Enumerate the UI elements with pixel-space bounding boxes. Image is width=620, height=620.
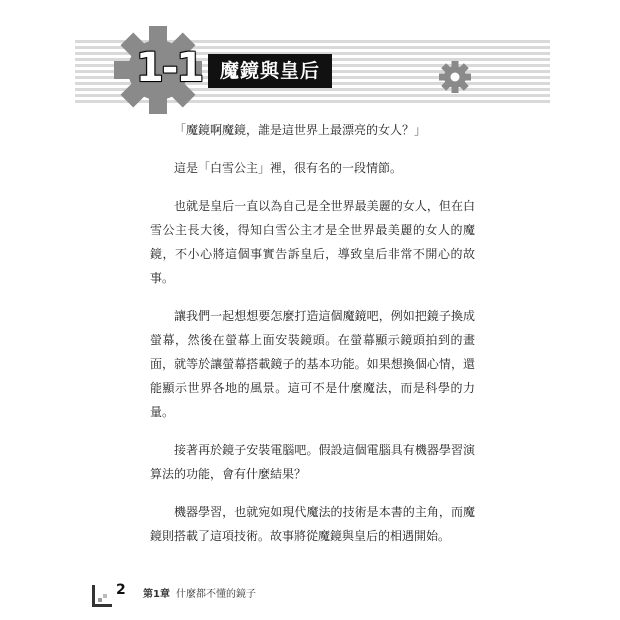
gear-icon — [438, 60, 472, 94]
paragraph: 讓我們一起想想要怎麼打造這個魔鏡吧，例如把鏡子換成螢幕，然後在螢幕上面安裝鏡頭。在螢幕顯示鏡頭拍到的畫面，就等於讓螢幕搭載鏡子的基本功能。如果想換個心情，還能顯示世界各地的風景。這可不是什麼魔法，而是科學的力量。 — [150, 309, 475, 419]
page-corner-mark — [92, 585, 112, 607]
paragraph: 這是「白雪公主」裡，很有名的一段情節。 — [174, 161, 403, 175]
chapter-label: 第1章 — [143, 589, 170, 600]
paragraph: 機器學習，也就宛如現代魔法的技術是本書的主角，而魔鏡則搭載了這項技術。故事將從魔鏡與皇后的相遇開始。 — [150, 505, 475, 543]
paragraph: 接著再於鏡子安裝電腦吧。假設這個電腦具有機器學習演算法的功能，會有什麼結果？ — [150, 443, 475, 481]
chapter-title: 什麼都不懂的鏡子 — [175, 589, 256, 600]
section-number: 1-1 — [135, 45, 203, 91]
paragraph: 也就是皇后一直以為自己是全世界最美麗的女人，但在白雪公主長大後，得知白雪公主才是全世界最美麗的女人的魔鏡，不小心將這個事實告訴皇后，導致皇后非常不開心的故事。 — [150, 199, 475, 285]
body-text — [150, 118, 475, 562]
page-number: 2 — [116, 582, 126, 598]
section-title: 魔鏡與皇后 — [208, 54, 332, 88]
running-footer — [143, 585, 256, 600]
paragraph: 「魔鏡啊魔鏡，誰是這世界上最漂亮的女人？」 — [174, 123, 427, 137]
